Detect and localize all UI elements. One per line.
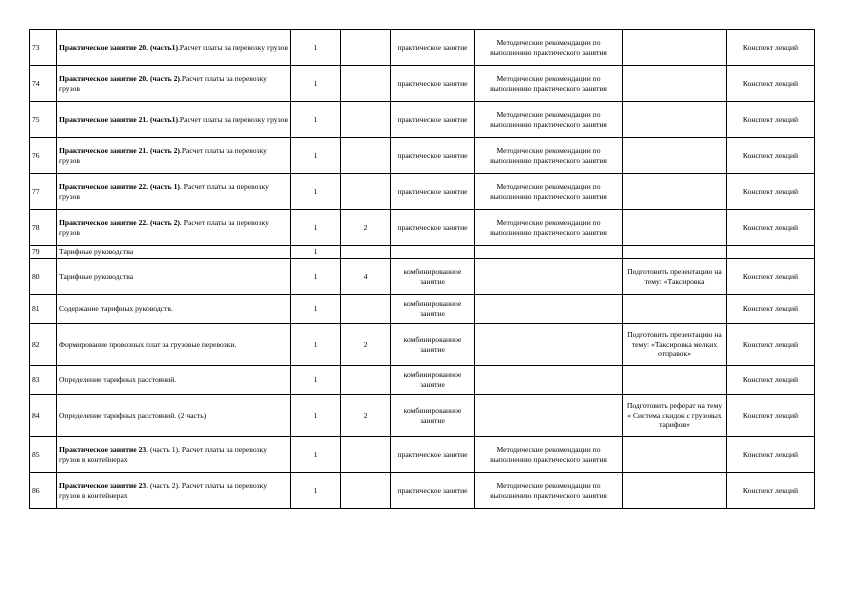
- row-hours: 1: [291, 210, 341, 246]
- row-hours: 1: [291, 138, 341, 174]
- table-row: [30, 66, 815, 102]
- table-row: [30, 473, 815, 509]
- topic-text: .Расчет платы за перевозку грузов: [59, 73, 267, 93]
- row-literature: [727, 246, 815, 259]
- row-literature: Конспект лекций: [727, 473, 815, 509]
- topic-bold: Практическое занятие 20. (часть1): [59, 42, 179, 52]
- row-topic: [57, 138, 291, 174]
- row-number: 84: [30, 395, 57, 437]
- row-self-hours: 2: [341, 210, 391, 246]
- row-self-hours: 4: [341, 259, 391, 295]
- lesson-plan-body: [30, 30, 815, 509]
- topic-text: .Расчет платы за перевозку грузов: [59, 145, 267, 165]
- row-number: 83: [30, 366, 57, 395]
- row-hours: 1: [291, 30, 341, 66]
- row-self-hours: [341, 66, 391, 102]
- row-self-hours: [341, 30, 391, 66]
- topic-text: . Расчет платы за перевозку грузов: [59, 217, 269, 237]
- row-methods: [475, 246, 623, 259]
- topic-text: Содержание тарифных руководств.: [59, 304, 173, 314]
- topic-bold: Практическое занятие 22. (часть 1): [59, 181, 180, 191]
- topic-bold: Практическое занятие 23: [59, 480, 147, 490]
- row-methods: [475, 295, 623, 324]
- row-self-hours: [341, 102, 391, 138]
- row-number: 76: [30, 138, 57, 174]
- lesson-plan-table: [29, 29, 815, 509]
- topic-bold: Практическое занятие 22. (часть 2): [59, 217, 180, 227]
- topic-text: Определение тарифных расстояний. (2 часть): [59, 410, 207, 420]
- row-form: практическое занятие: [391, 30, 475, 66]
- table-row: [30, 437, 815, 473]
- topic-bold: Практическое занятие 20. (часть 2): [59, 73, 180, 83]
- row-literature: Конспект лекций: [727, 395, 815, 437]
- table-row: [30, 324, 815, 366]
- topic-text: . (часть 1). Расчет платы за перевозку грузов в контейнерах: [59, 444, 268, 464]
- row-topic: [57, 102, 291, 138]
- row-self-hours: [341, 138, 391, 174]
- row-task: [623, 102, 727, 138]
- row-task: Подготовить презентацию на тему: «Таксировка мелких отправок»: [623, 324, 727, 366]
- topic-text: Определение тарифных расстояний.: [59, 375, 177, 385]
- row-methods: [475, 259, 623, 295]
- row-topic: [57, 395, 291, 437]
- row-number: 81: [30, 295, 57, 324]
- row-form: [391, 246, 475, 259]
- row-task: [623, 138, 727, 174]
- row-number: 86: [30, 473, 57, 509]
- row-number: 77: [30, 174, 57, 210]
- topic-text: .Расчет платы за перевозку грузов: [178, 42, 288, 52]
- table-row: [30, 366, 815, 395]
- row-methods: Методические рекомендации по выполнению практического занятия: [475, 102, 623, 138]
- row-topic: [57, 30, 291, 66]
- row-task: [623, 473, 727, 509]
- topic-text: . Расчет платы за перевозку грузов: [59, 181, 269, 201]
- row-hours: 1: [291, 437, 341, 473]
- table-row: [30, 138, 815, 174]
- row-hours: 1: [291, 473, 341, 509]
- row-form: практическое занятие: [391, 102, 475, 138]
- topic-text: Тарифные руководства: [59, 271, 134, 281]
- table-row: [30, 395, 815, 437]
- topic-text: Формирование провозных плат за грузовые перевозки.: [59, 339, 237, 349]
- row-methods: Методические рекомендации по выполнению практического занятия: [475, 138, 623, 174]
- row-methods: Методические рекомендации по выполнению практического занятия: [475, 174, 623, 210]
- row-self-hours: [341, 437, 391, 473]
- row-task: [623, 66, 727, 102]
- row-topic: [57, 246, 291, 259]
- row-task: [623, 246, 727, 259]
- row-task: [623, 295, 727, 324]
- row-topic: [57, 324, 291, 366]
- row-number: 85: [30, 437, 57, 473]
- row-task: [623, 174, 727, 210]
- row-literature: Конспект лекций: [727, 324, 815, 366]
- row-task: [623, 210, 727, 246]
- row-form: практическое занятие: [391, 138, 475, 174]
- row-topic: [57, 66, 291, 102]
- row-literature: Конспект лекций: [727, 259, 815, 295]
- row-topic: [57, 210, 291, 246]
- topic-text: Тарифные руководства: [59, 247, 134, 257]
- row-literature: Конспект лекций: [727, 210, 815, 246]
- row-methods: Методические рекомендации по выполнению практического занятия: [475, 66, 623, 102]
- row-number: 74: [30, 66, 57, 102]
- row-number: 80: [30, 259, 57, 295]
- row-form: практическое занятие: [391, 437, 475, 473]
- topic-text: .Расчет платы за перевозку грузов: [178, 114, 288, 124]
- row-topic: [57, 473, 291, 509]
- row-self-hours: [341, 174, 391, 210]
- topic-text: . (часть 2). Расчет платы за перевозку грузов в контейнерах: [59, 480, 268, 500]
- row-self-hours: 2: [341, 395, 391, 437]
- table-row: [30, 246, 815, 259]
- table-row: [30, 295, 815, 324]
- row-methods: Методические рекомендации по выполнению практического занятия: [475, 30, 623, 66]
- row-task: Подготовить реферат на тему « Система скидок с грузовых тарифов»: [623, 395, 727, 437]
- table-row: [30, 259, 815, 295]
- row-form: комбинированное занятие: [391, 295, 475, 324]
- row-hours: 1: [291, 324, 341, 366]
- row-methods: [475, 324, 623, 366]
- row-hours: 1: [291, 174, 341, 210]
- table-row: [30, 102, 815, 138]
- row-hours: 1: [291, 366, 341, 395]
- row-hours: 1: [291, 66, 341, 102]
- row-number: 75: [30, 102, 57, 138]
- row-methods: Методические рекомендации по выполнению практического занятия: [475, 437, 623, 473]
- row-literature: Конспект лекций: [727, 437, 815, 473]
- row-self-hours: [341, 366, 391, 395]
- row-literature: Конспект лекций: [727, 295, 815, 324]
- topic-bold: Практическое занятие 21. (часть 2): [59, 145, 180, 155]
- row-hours: 1: [291, 102, 341, 138]
- row-number: 78: [30, 210, 57, 246]
- row-hours: 1: [291, 246, 341, 259]
- row-form: практическое занятие: [391, 473, 475, 509]
- row-self-hours: [341, 295, 391, 324]
- row-methods: [475, 395, 623, 437]
- row-form: практическое занятие: [391, 174, 475, 210]
- row-literature: Конспект лекций: [727, 174, 815, 210]
- row-form: практическое занятие: [391, 210, 475, 246]
- row-literature: Конспект лекций: [727, 366, 815, 395]
- row-topic: [57, 366, 291, 395]
- row-number: 73: [30, 30, 57, 66]
- table-row: [30, 30, 815, 66]
- table-row: [30, 210, 815, 246]
- row-literature: Конспект лекций: [727, 102, 815, 138]
- row-topic: [57, 259, 291, 295]
- row-methods: Методические рекомендации по выполнению практического занятия: [475, 473, 623, 509]
- row-form: комбинированное занятие: [391, 395, 475, 437]
- row-task: [623, 30, 727, 66]
- row-self-hours: 2: [341, 324, 391, 366]
- row-hours: 1: [291, 395, 341, 437]
- row-methods: Методические рекомендации по выполнению практического занятия: [475, 210, 623, 246]
- row-task: Подготовить презентацию на тему: «Таксировка: [623, 259, 727, 295]
- row-self-hours: [341, 473, 391, 509]
- row-form: комбинированное занятие: [391, 259, 475, 295]
- row-number: 79: [30, 246, 57, 259]
- row-topic: [57, 174, 291, 210]
- row-form: комбинированное занятие: [391, 366, 475, 395]
- row-self-hours: [341, 246, 391, 259]
- row-topic: [57, 295, 291, 324]
- row-literature: Конспект лекций: [727, 66, 815, 102]
- row-task: [623, 437, 727, 473]
- row-hours: 1: [291, 295, 341, 324]
- row-topic: [57, 437, 291, 473]
- row-form: практическое занятие: [391, 66, 475, 102]
- row-number: 82: [30, 324, 57, 366]
- topic-bold: Практическое занятие 23: [59, 444, 147, 454]
- row-task: [623, 366, 727, 395]
- table-row: [30, 174, 815, 210]
- row-hours: 1: [291, 259, 341, 295]
- topic-bold: Практическое занятие 21. (часть1): [59, 114, 179, 124]
- row-literature: Конспект лекций: [727, 30, 815, 66]
- row-form: комбинированное занятие: [391, 324, 475, 366]
- row-literature: Конспект лекций: [727, 138, 815, 174]
- row-methods: [475, 366, 623, 395]
